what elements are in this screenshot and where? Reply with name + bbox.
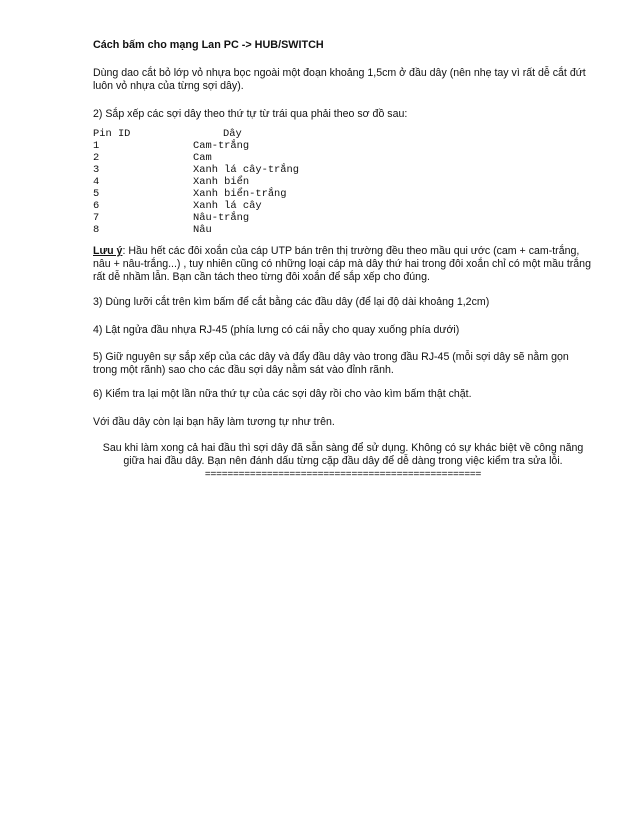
pin-id: 2 [93,152,100,164]
note-paragraph [93,245,593,284]
pin-id: 4 [93,176,100,188]
wire-color: Cam [193,152,212,164]
note-text: : Hầu hết các đôi xoắn của cáp UTP bán trên thị trường đều theo mầu qui ước (cam + cam-trắng, nâu + nâu-trắng...) , tuy nhiên cũng có những loại cáp mà dây thứ hai trong đôi xoắn chỉ có một mầu trắng rất dễ nhầm lẫn. Bạn cần tách theo từng đôi xoắn để sắp xếp cho đúng. [93,245,591,283]
summary-paragraph: Sau khi làm xong cả hai đầu thì sợi dây đã sẵn sàng để sử dụng. Không có sự khác biệt về công năng giữa hai đầu dây. Bạn nên đánh dấu từng cặp đầu dây để dễ dàng trong việc kiểm tra sửa lỗi. [102,442,584,467]
step-4-paragraph: 4) Lật ngửa đầu nhựa RJ-45 (phía lưng có cái nẫy cho quay xuống phía dưới) [93,324,460,336]
step-3-paragraph: 3) Dùng lưỡi cắt trên kìm bấm để cắt bằng các đầu dây (để lại độ dài khoảng 1,2cm) [93,296,490,308]
pin-id: 1 [93,140,100,152]
wire-color: Cam-trắng [193,140,250,152]
pin-id: 5 [93,188,100,200]
pin-id: 8 [93,224,100,236]
pin-id: 3 [93,164,100,176]
document-title: Cách bấm cho mạng Lan PC -> HUB/SWITCH [93,39,324,51]
step-5-paragraph: 5) Giữ nguyên sự sắp xếp của các dây và đẩy đầu dây vào trong đầu RJ-45 (mỗi sợi dây sẽ nằm gọn trong một rãnh) sao cho các đầu sợi dây nằm sát vào đỉnh rãnh. [93,351,569,376]
pin-id: 6 [93,200,100,212]
wire-color: Nâu [193,224,212,236]
wire-color: Xanh lá cây-trắng [193,164,300,176]
wire-color: Nâu-trắng [193,212,250,224]
other-end-paragraph: Với đầu dây còn lại bạn hãy làm tương tự như trên. [93,416,335,428]
step-6-paragraph: 6) Kiểm tra lại một lần nữa thứ tự của các sợi dây rồi cho vào kìm bấm thật chặt. [93,388,472,400]
wire-color: Xanh biển [193,176,250,188]
step-2-paragraph: 2) Sắp xếp các sợi dây theo thứ tự từ trái qua phải theo sơ đồ sau: [93,108,408,120]
pin-id-header: Pin ID [93,128,131,140]
separator-line: ================================================= [204,469,482,480]
wire-color: Xanh biển-trắng [193,188,287,200]
note-label: Lưu ý [93,245,123,257]
wire-color: Xanh lá cây [193,200,262,212]
step-1-paragraph: Dùng dao cắt bỏ lớp vỏ nhựa bọc ngoài một đoạn khoảng 1,5cm ở đầu dây (nên nhẹ tay vì rất dễ cắt đứt luôn vỏ nhựa của từng sợi dây). [93,67,586,92]
pin-id: 7 [93,212,100,224]
wire-header: Dây [223,128,242,140]
